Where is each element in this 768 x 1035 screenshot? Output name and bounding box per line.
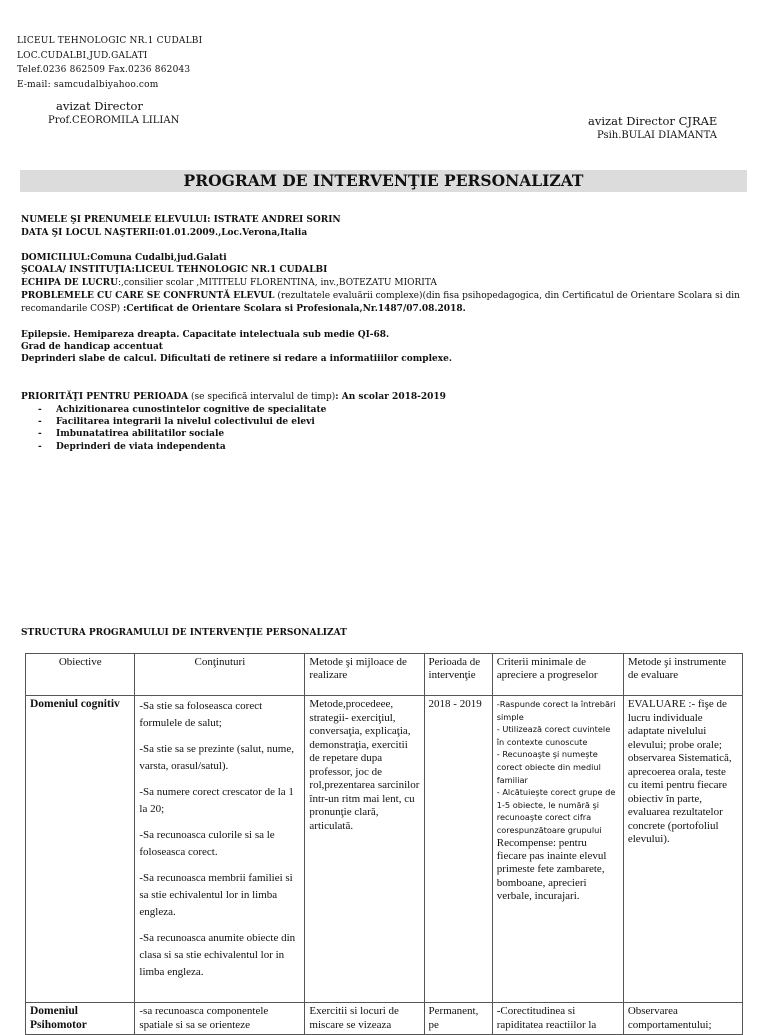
period-cell: Permanent, pe: [424, 1003, 492, 1035]
priorities-heading: [21, 391, 446, 403]
problems-label: PROBLEMELE CU CARE SE CONFRUNTĂ ELEVUL: [21, 291, 275, 301]
methods-cell: Exercitii si locuri de miscare se vizeaza: [305, 1003, 424, 1035]
student-school: ŞCOALA/ INSTITUŢIA:LICEUL TEHNOLOGIC NR.1 CUDALBI: [21, 265, 328, 275]
school-line: Telef.0236 862509 Fax.0236 862043: [17, 65, 191, 75]
page-title: PROGRAM DE INTERVENŢIE PERSONALIZAT: [183, 171, 584, 190]
work-team-label: ECHIPA DE LUCRU: [21, 278, 118, 288]
diagnosis-line: Grad de handicap accentuat: [21, 342, 163, 352]
criteria-cell: [492, 696, 623, 1003]
criteria-item: - Utilizează corect cuvintele în contexte cunoscute: [496, 724, 611, 747]
school-line: LICEUL TEHNOLOGIC NR.1 CUDALBI: [17, 36, 203, 46]
problems-note-2: recomandarile COSP): [21, 304, 124, 314]
content-item: -Sa recunoasca membrii familiei si sa stie echivalentul lor in limba engleza.: [139, 872, 293, 918]
priority-item: - Imbunatatirea abilitatilor sociale: [38, 428, 326, 440]
problems-line-2: [21, 303, 466, 315]
period-cell: 2018 - 2019: [424, 696, 492, 1003]
priority-item: - Facilitarea integrarii la nivelul colectivului de elevi: [38, 416, 326, 428]
criteria-item: - Recunoaşte şi numeşte corect obiecte din mediul familiar: [496, 749, 601, 785]
contents-cell: [135, 696, 305, 1003]
diagnosis-line: Deprinderi slabe de calcul. Dificultati de retinere si redare a informatiiilor complexe.: [21, 354, 452, 364]
methods-cell: Metode,procedeee, strategii- exerciţiul, conversaţia, explicaţia, demonstraţia, exercitii de repetare dupa professor, joc de rol,prezentarea sarcinilor într-un ritm mai lent, cu pronunţie clară, articulată.: [305, 696, 424, 1003]
criteria-item: - Alcătuieşte corect grupe de 1-5 obiecte, le numără şi recunoaşte corect cifra corespunzătoare grupului: [496, 787, 616, 835]
content-item: -Sa stie sa se prezinte (salut, nume, varsta, orasul/satul).: [139, 743, 294, 772]
domain-cell: Domeniul Psihomotor: [26, 1003, 135, 1035]
approval-cjrae-name: Psih.BULAI DIAMANTA: [597, 130, 717, 141]
work-team-value: :,consilier scolar ,MITITELU FLORENTINA, inv.,BOTEZATU MIORITA: [117, 278, 437, 288]
approval-director-name: Prof.CEOROMILA LILIAN: [48, 115, 180, 126]
contents-cell: -sa recunoasca componentele spatiale si sa se orienteze: [135, 1003, 305, 1035]
content-item: -Sa numere corect crescator de la 1 la 20;: [139, 786, 294, 815]
problems-note: (rezultatele evaluării complexe)(din fisa psihopedagogica, din Certificatul de Orientare Scolara si din: [274, 291, 740, 301]
criteria-cell: -Corectitudinea si rapiditatea reactiilor la: [492, 1003, 623, 1035]
structure-title: STRUCTURA PROGRAMULUI DE INTERVENŢIE PERSONALIZAT: [21, 628, 347, 638]
diagnosis-line: Epilepsie. Hemipareza dreapta. Capacitate intelectuala sub medie QI-68.: [21, 330, 390, 340]
evaluation-cell: Observarea comportamentului;: [623, 1003, 742, 1035]
priority-item: - Achizitionarea cunostintelor cognitive de specialitate: [38, 404, 326, 416]
school-line: LOC.CUDALBI,JUD.GALATI: [17, 50, 148, 61]
content-item: -Sa recunoasca anumite obiecte din clasa si sa stie echivalentul lor in limba engleza.: [139, 932, 296, 978]
priority-item: - Deprinderi de viata independenta: [38, 441, 326, 453]
table-header-row: [26, 654, 743, 696]
criteria-item: -Raspunde corect la întrebări simple: [496, 699, 616, 722]
approval-director-label: avizat Director: [56, 99, 143, 113]
student-birth: DATA ŞI LOCUL NAŞTERII:01.01.2009.,Loc.Verona,Italia: [21, 228, 308, 238]
intervention-table: [25, 653, 743, 1035]
column-header: Criterii minimale de apreciere a progreselor: [492, 654, 623, 696]
criteria-reward: Recompense: pentru fiecare pas inainte elevul primeste fete zambarete, bomboane, aprecieri verbale, incurajari.: [496, 836, 607, 903]
column-header: Metode şi mijloace de realizare: [305, 654, 424, 696]
student-domicile: DOMICILIUL:Comuna Cudalbi,jud.Galati: [21, 253, 227, 263]
column-header: Perioada de intervenţie: [424, 654, 492, 696]
column-header: Obiective: [26, 654, 135, 696]
domain-cell: Domeniul cognitiv: [26, 696, 135, 1003]
problems-line: [21, 290, 740, 302]
priorities-period: : An scolar 2018-2019: [335, 392, 446, 402]
school-header: [17, 34, 202, 92]
priorities-list: [38, 404, 326, 453]
column-header: Conţinuturi: [135, 654, 305, 696]
problems-certificate: :Certificat de Orientare Scolara si Profesionala,Nr.1487/07.08.2018.: [123, 304, 466, 314]
work-team: [21, 277, 437, 289]
table-row: [26, 1003, 743, 1035]
evaluation-cell: EVALUARE :- fişe de lucru individuale adaptate nivelului elevului; probe orale; observarea Sistematică, aprecoerea orala, teste cu itemi pentru fiecare obiectiv în parte, evaluarea rezultatelor concrete (portofoliul elevului).: [623, 696, 742, 1003]
priorities-note: (se specifică intervalul de timp): [188, 392, 336, 402]
column-header: Metode şi instrumente de evaluare: [623, 654, 742, 696]
student-name: NUMELE ŞI PRENUMELE ELEVULUI: ISTRATE ANDREI SORIN: [21, 215, 341, 225]
approval-cjrae-label: avizat Director CJRAE: [588, 114, 718, 128]
priorities-label: PRIORITĂŢI PENTRU PERIOADA: [21, 392, 189, 402]
title-bar: [20, 170, 747, 192]
table-row: [26, 696, 743, 1003]
content-item: -Sa recunoasca culorile si sa le foloseasca corect.: [139, 829, 275, 858]
content-item: -Sa stie sa foloseasca corect formulele de salut;: [139, 700, 263, 729]
school-line: E-mail: samcudalbiyahoo.com: [17, 79, 159, 90]
